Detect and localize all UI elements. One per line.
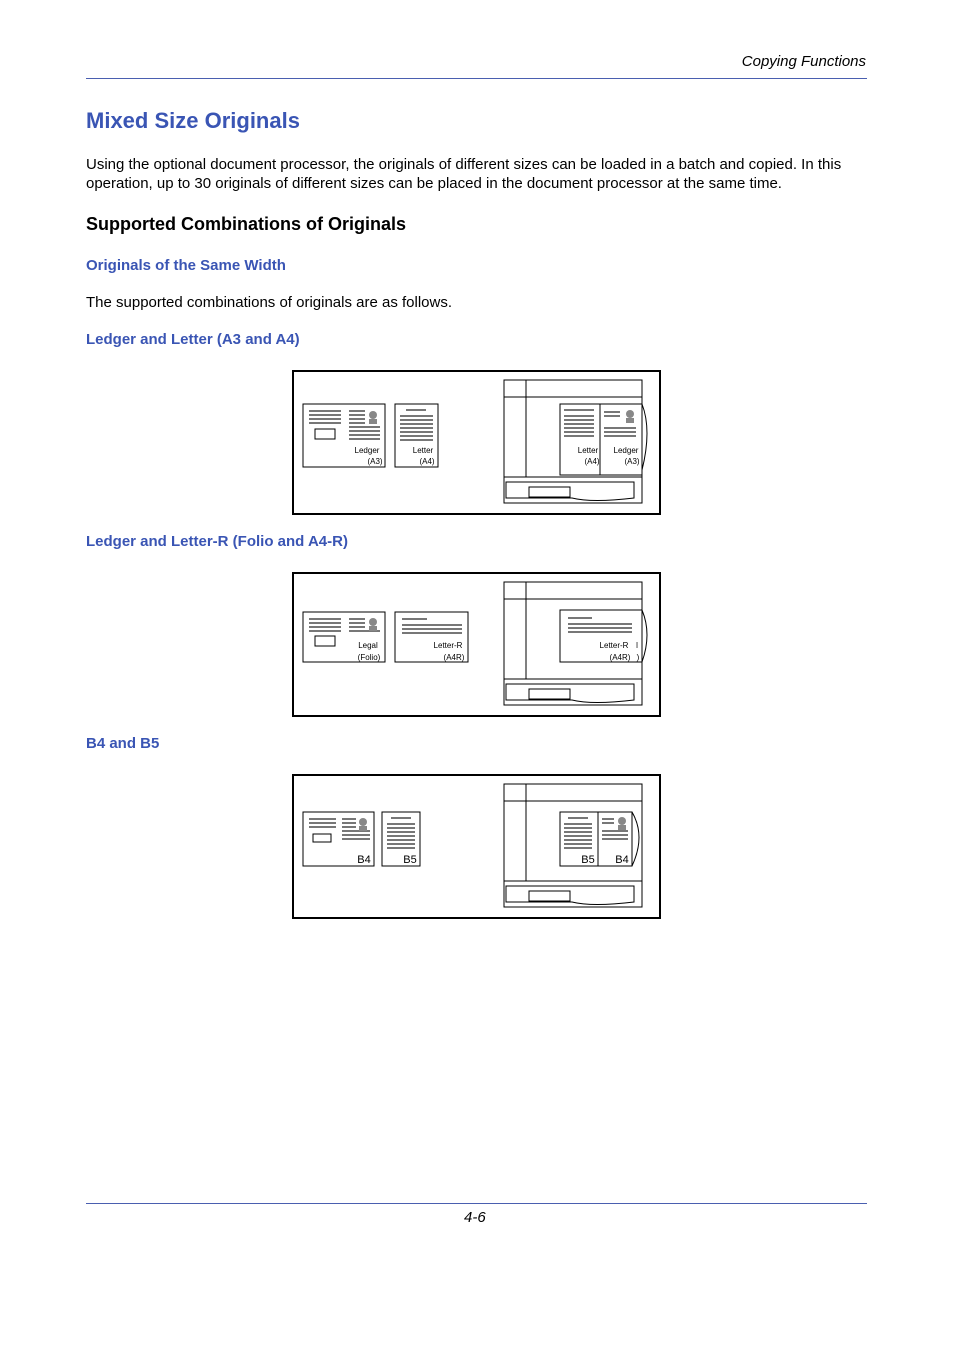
figure-1-heading: Ledger and Letter (A3 and A4) <box>86 331 300 348</box>
figure-2-feeder-back-label: l <box>636 641 638 650</box>
running-header: Copying Functions <box>741 53 866 70</box>
lead-paragraph: The supported combinations of originals are as follows. <box>86 294 453 311</box>
figure-2-heading: Ledger and Letter-R (Folio and A4-R) <box>86 533 348 550</box>
page-number: 4-6 <box>464 1209 486 1226</box>
figure-2-left-label: Legal <box>358 641 378 650</box>
header-rule <box>86 78 867 79</box>
figure-1-feeder-back-label: Ledger <box>613 446 639 455</box>
figure-1-feeder-front-label: Letter <box>577 446 599 455</box>
figure-1-right-label: Letter <box>412 446 434 455</box>
figure-2-right-sub: (A4R) <box>443 653 465 662</box>
figure-3-right-label: B5 <box>403 854 417 866</box>
figure-2-feeder-front-sub: (A4R) <box>609 653 631 662</box>
figure-2-illustration <box>292 572 661 717</box>
page-title: Mixed Size Originals <box>86 108 300 133</box>
figure-3-illustration <box>292 774 661 919</box>
subsection-heading: Originals of the Same Width <box>86 257 286 274</box>
figure-3-feeder-back-label: B4 <box>615 854 629 866</box>
figure-2-feeder-back-sub: ) <box>636 653 640 662</box>
footer-rule <box>86 1203 867 1204</box>
figure-3-left-label: B4 <box>357 854 371 866</box>
figure-1-right-sub: (A4) <box>419 457 435 466</box>
figure-3-feeder-front-label: B5 <box>581 854 595 866</box>
figure-1-illustration <box>292 370 661 515</box>
figure-1-left-label: Ledger <box>354 446 380 455</box>
figure-2-right-label: Letter-R <box>433 641 463 650</box>
figure-3-heading: B4 and B5 <box>86 735 160 752</box>
intro-paragraph: Using the optional document processor, the originals of different sizes can be loaded in a batch and copied. In this operation, up to 30 originals of different sizes can be placed in the document processor at the same time. <box>86 156 842 192</box>
section-heading: Supported Combinations of Originals <box>86 214 407 234</box>
figure-1-feeder-front-sub: (A4) <box>584 457 600 466</box>
figure-2-left-sub: (Folio) <box>357 653 381 662</box>
figure-1-feeder-back-sub: (A3) <box>624 457 640 466</box>
figure-1-left-sub: (A3) <box>367 457 383 466</box>
figure-2-feeder-front-label: Letter-R <box>599 641 629 650</box>
